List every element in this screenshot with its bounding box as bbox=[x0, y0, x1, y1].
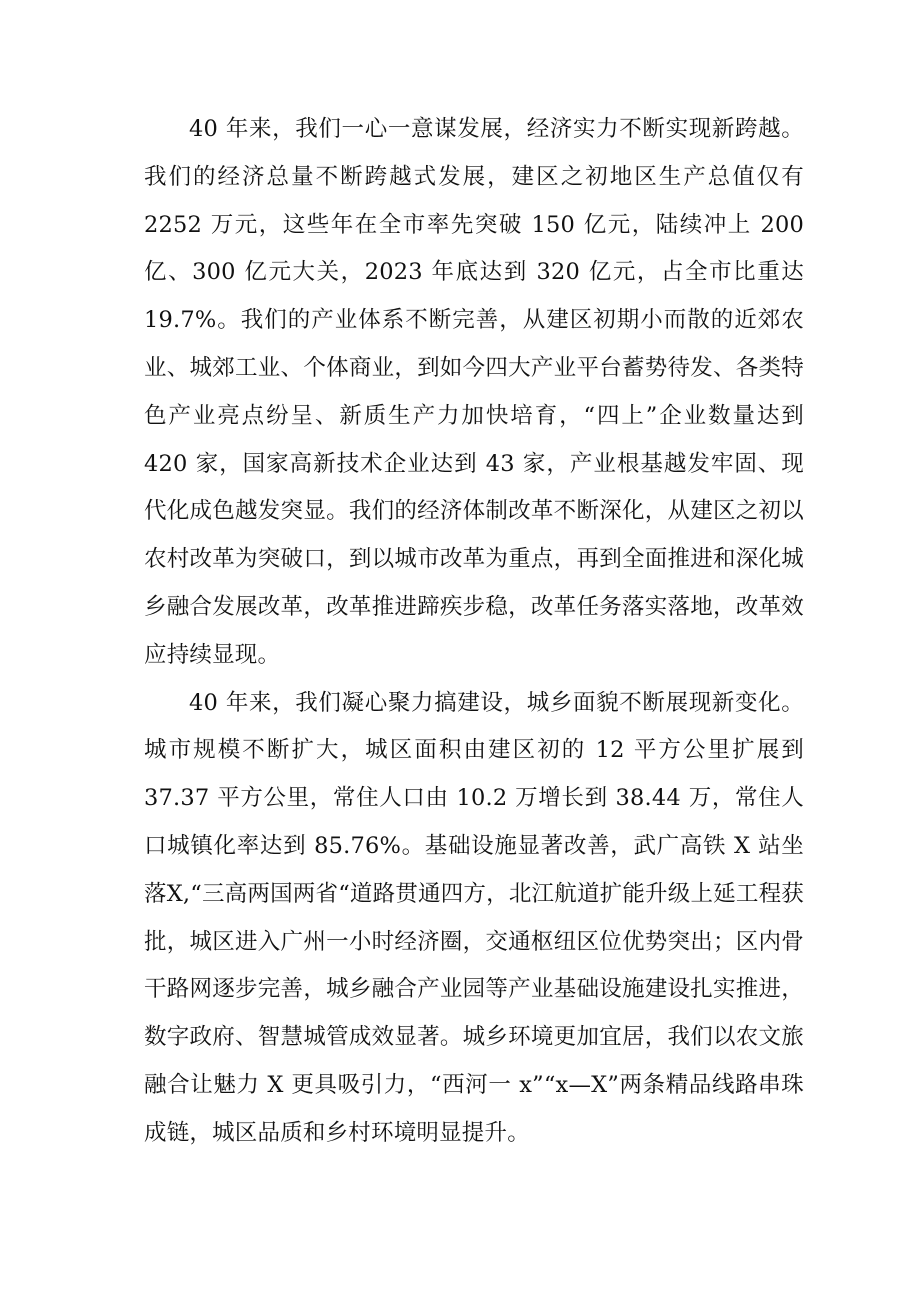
paragraph-urban-rural-construction: 40 年来，我们凝心聚力搞建设，城乡面貌不断展现新变化。城市规模不断扩大，城区面积由建区初的 12 平方公里扩展到37.37 平方公里，常住人口由 10.2 万增长到 38.44 万，常住人口城镇化率达到 85.76%。基础设施显著改善，武广高铁 X 站坐落X,“三高两国两省“道路贯通四方，北江航道扩能升级上延工程获批，城区进入广州一小时经济圈，交通枢纽区位优势突出；区内骨干路网逐步完善，城乡融合产业园等产业基础设施建设扎实推进，数字政府、智慧城管成效显著。城乡环境更加宜居，我们以农文旅融合让魅力 X 更具吸引力，“西河一 x”“x—X”两条精品线路串珠成链，城区品质和乡村环境明显提升。 bbox=[144, 689, 804, 1146]
document-body bbox=[144, 106, 804, 1158]
paragraph-economic-development: 40 年来，我们一心一意谋发展，经济实力不断实现新跨越。我们的经济总量不断跨越式发展，建区之初地区生产总值仅有2252 万元，这些年在全市率先突破 150 亿元，陆续冲上 200 亿、300 亿元大关，2023 年底达到 320 亿元，占全市比重达 19.7%。我们的产业体系不断完善，从建区初期小而散的近郊农业、城郊工业、个体商业，到如今四大产业平台蓄势待发、各类特色产业亮点纷呈、新质生产力加快培育，“四上”企业数量达到 420 家，国家高新技术企业达到 43 家，产业根基越发牢固、现代化成色越发突显。我们的经济体制改革不断深化，从建区之初以农村改革为突破口，到以城市改革为重点，再到全面推进和深化城乡融合发展改革，改革推进蹄疾步稳，改革任务落实落地，改革效应持续显现。 bbox=[144, 116, 804, 668]
